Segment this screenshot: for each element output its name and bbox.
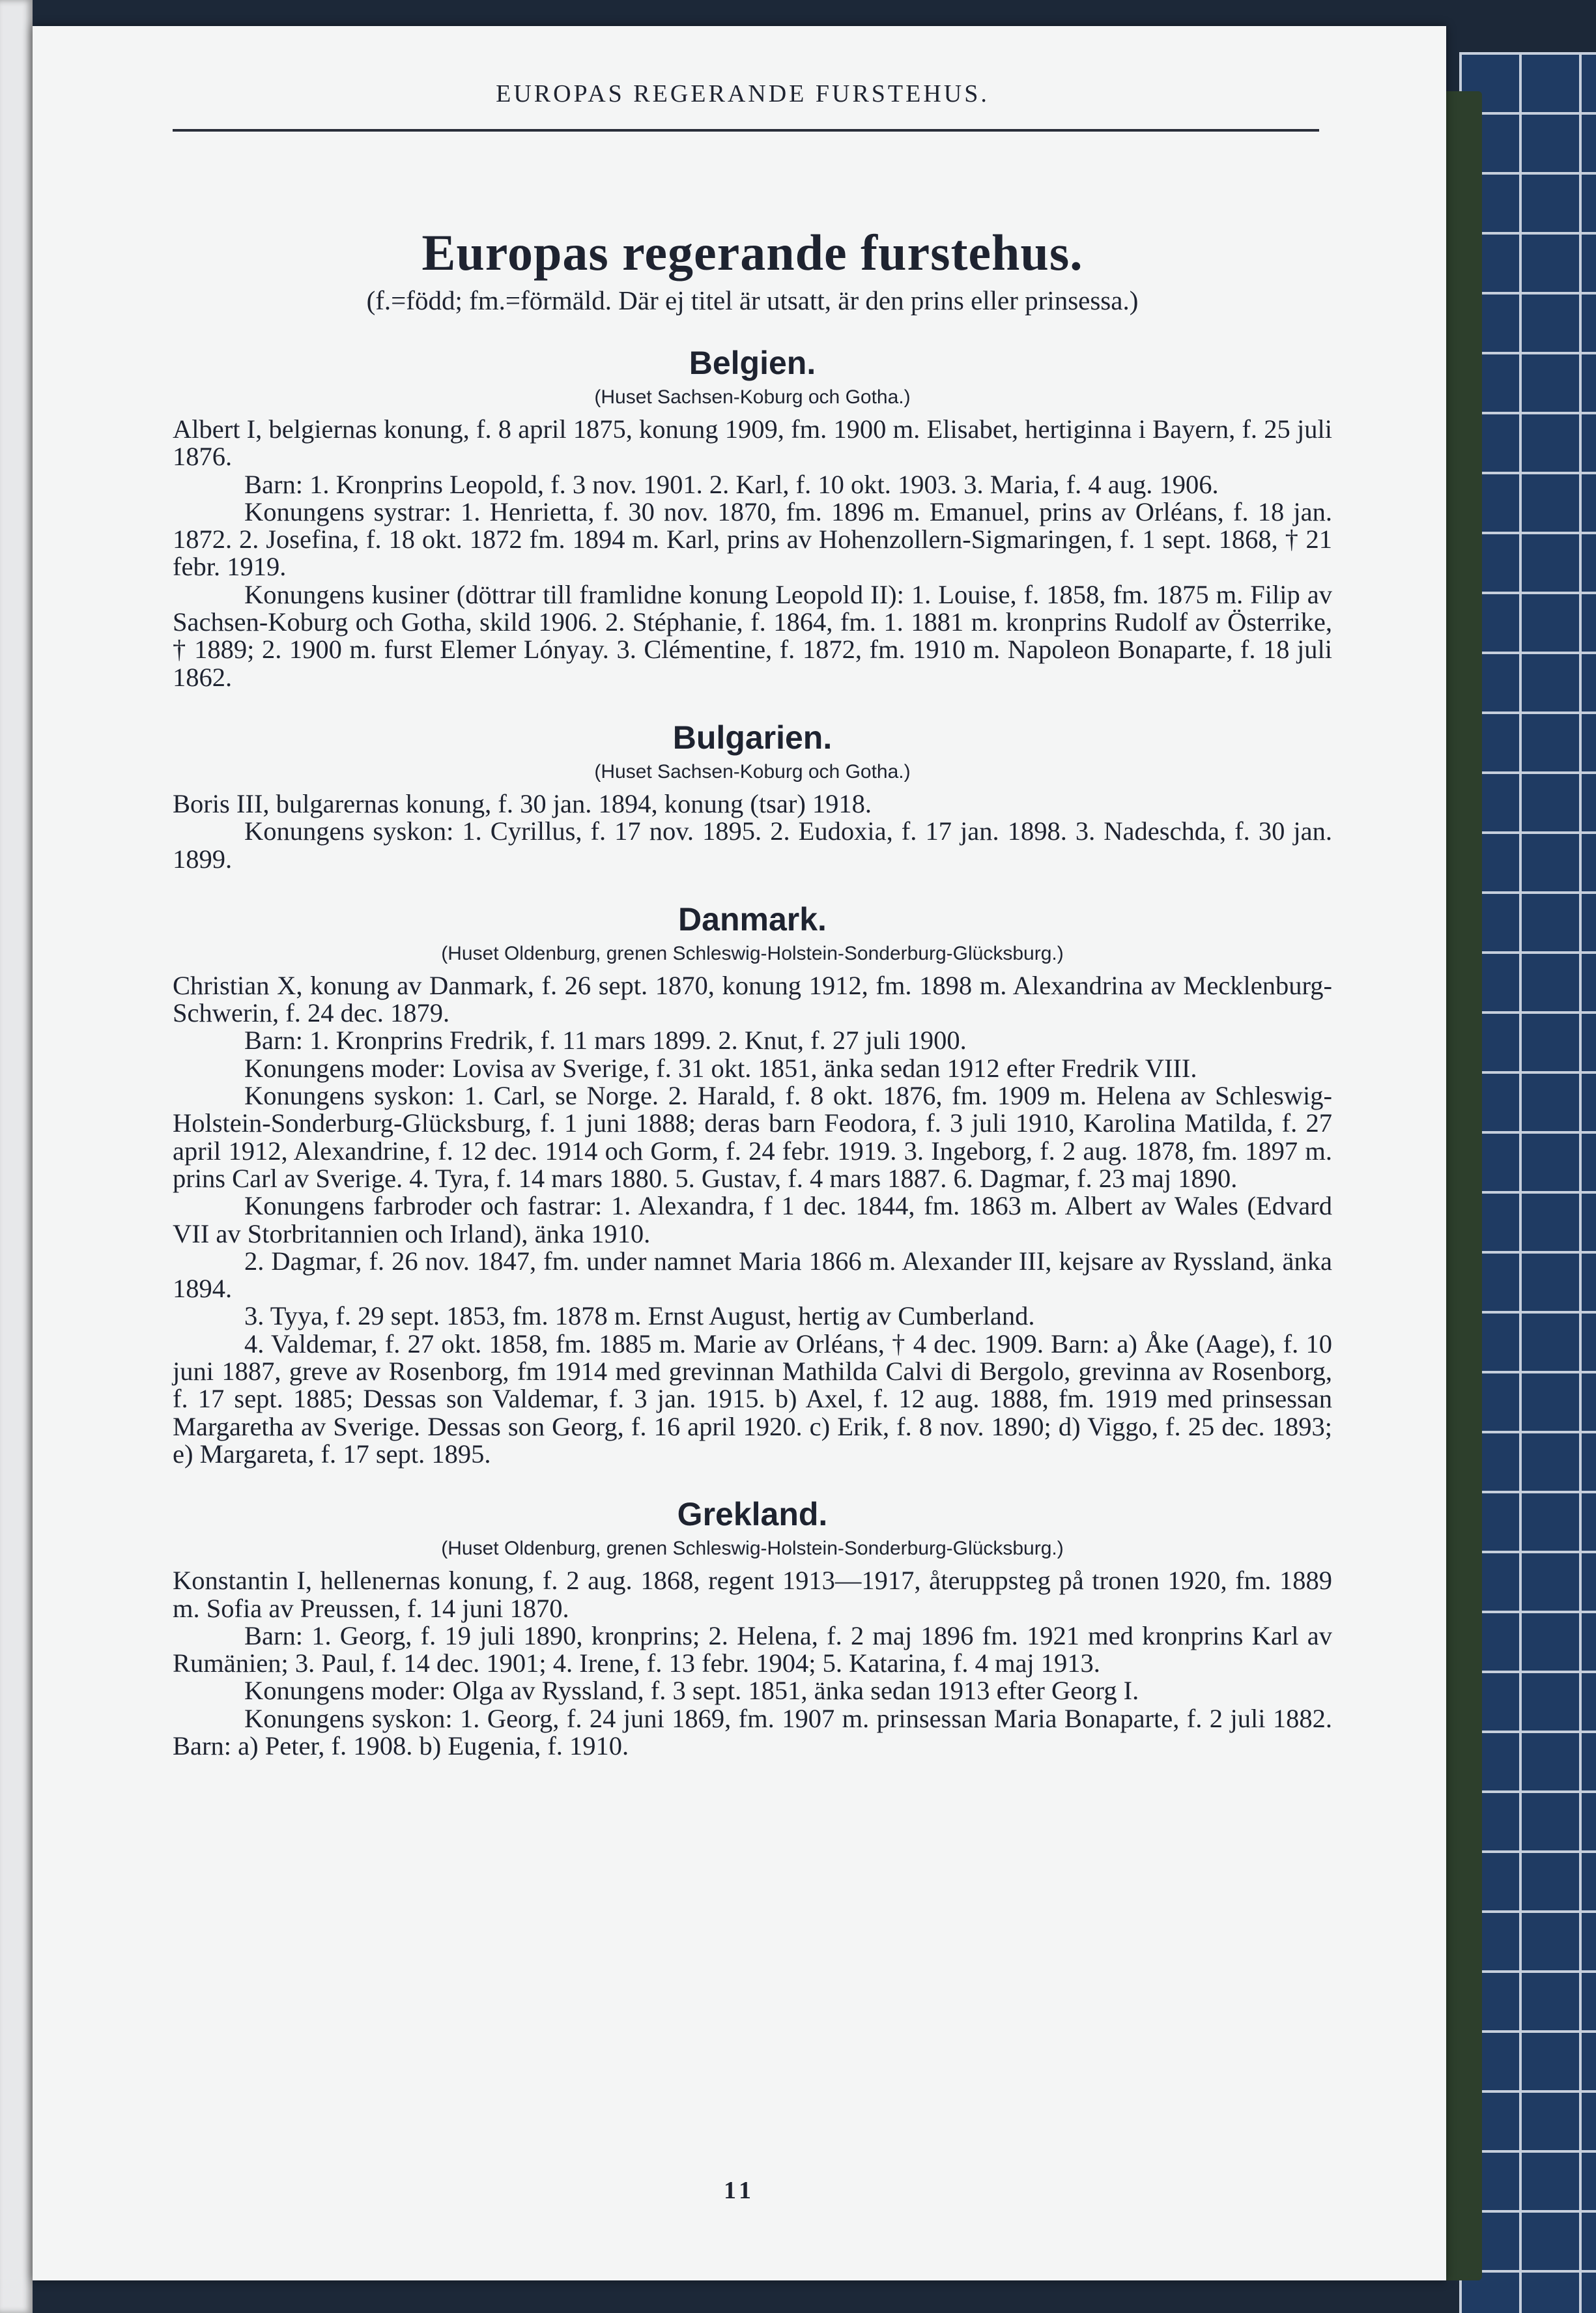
entry-paragraph: Barn: 1. Kronprins Leopold, f. 3 nov. 1901. 2. Karl, f. 10 okt. 1903. 3. Maria, f. 4 aug. 1906.: [244, 469, 1219, 499]
entry-paragraph: Konungens syskon: 1. Carl, se Norge. 2. Harald, f. 8 okt. 1876, fm. 1909 m. Helena av Schleswig-Holstein-Sonderburg-Glücksburg, f. 1 juni 1888; deras barn Feodora, f. 3 juli 1910, Karolina Matilda, f. 27 april 1912, Alexandrine, f. 12 dec. 1914 och Gorm, f. 24 febr. 1919. 3. Ingeborg, f. 2 aug. 1878, fm. 1897 m. prins Carl av Sverige. 4. Tyra, f. 14 mars 1880. 5. Gustav, f. 4 mars 1887. 6. Dagmar, f. 23 maj 1890.: [173, 1081, 1332, 1193]
page-number: 11: [724, 2177, 755, 2204]
entry-paragraph: Barn: 1. Kronprins Fredrik, f. 11 mars 1899. 2. Knut, f. 27 juli 1900.: [244, 1026, 967, 1056]
entry-paragraph: Konungens moder: Lovisa av Sverige, f. 31 okt. 1851, änka sedan 1912 efter Fredrik VIII.: [244, 1053, 1197, 1083]
house-note-greece: (Huset Oldenburg, grenen Schleswig-Holstein-Sonderburg-Glücksburg.): [441, 1538, 1064, 1560]
section-title-greece: Grekland.: [677, 1496, 828, 1533]
section-title-belgium: Belgien.: [689, 345, 816, 381]
entry-paragraph: Albert I, belgiernas konung, f. 8 april 1875, konung 1909, fm. 1900 m. Elisabet, hertiginna i Bayern, f. 25 juli 1876.: [173, 414, 1332, 472]
entry-paragraph: Christian X, konung av Danmark, f. 26 sept. 1870, konung 1912, fm. 1898 m. Alexandrina av Mecklenburg-Schwerin, f. 24 dec. 1879.: [173, 970, 1332, 1028]
entry-paragraph: 2. Dagmar, f. 26 nov. 1847, fm. under namnet Maria 1866 m. Alexander III, kejsare av Ryssland, änka 1894.: [173, 1246, 1332, 1304]
section-belgium: [173, 343, 1332, 691]
abbreviation-note: (f.=född; fm.=förmäld. Där ej titel är utsatt, är den prins eller prinsessa.): [366, 285, 1139, 315]
page-content: [173, 222, 1332, 1760]
entry-paragraph: Konungens syskon: 1. Cyrillus, f. 17 nov. 1895. 2. Eudoxia, f. 17 jan. 1898. 3. Nadeschda, f. 30 jan. 1899.: [173, 816, 1332, 874]
header-rule: [173, 129, 1319, 132]
house-note-belgium: (Huset Sachsen-Koburg och Gotha.): [594, 386, 911, 408]
section-title-denmark: Danmark.: [678, 900, 827, 938]
section-title-bulgaria: Bulgarien.: [672, 719, 833, 756]
section-bulgaria: [173, 717, 1332, 873]
entry-paragraph: Konungens syskon: 1. Georg, f. 24 juni 1869, fm. 1907 m. prinsessan Maria Bonaparte, f. 2 juli 1882. Barn: a) Peter, f. 1908. b) Eugenia, f. 1910.: [173, 1703, 1332, 1760]
entry-paragraph: 4. Valdemar, f. 27 okt. 1858, fm. 1885 m. Marie av Orléans, † 4 dec. 1909. Barn: a) Åke (Aage), f. 10 juni 1887, greve av Rosenborg, fm 1914 med grevinnan Mathilda Calvi di Bergolo, grevinna av Rosenborg, f. 17 sept. 1885; Dessas son Valdemar, f. 3 jan. 1915. b) Axel, f. 12 aug. 1888, fm. 1919 med prinsessan Margaretha av Sverige. Dessas son Georg, f. 16 april 1920. c) Erik, f. 8 nov. 1890; d) Viggo, f. 25 dec. 1893; e) Margareta, f. 17 sept. 1895.: [173, 1329, 1332, 1469]
entry-paragraph: Konungens farbroder och fastrar: 1. Alexandra, f 1 dec. 1844, fm. 1863 m. Albert av Wales (Edvard VII av Storbritannien och Irland), änka 1910.: [173, 1191, 1332, 1248]
section-denmark: [173, 899, 1332, 1468]
entry-paragraph: 3. Tyya, f. 29 sept. 1853, fm. 1878 m. Ernst August, hertig av Cumberland.: [244, 1301, 1035, 1331]
entry-paragraph: Konungens systrar: 1. Henrietta, f. 30 nov. 1870, fm. 1896 m. Emanuel, prins av Orléans, f. 18 jan. 1872. 2. Josefina, f. 18 okt. 1872 fm. 1894 m. Karl, prins av Hohenzollern-Sigmaringen, f. 1 sept. 1868, † 21 febr. 1919.: [173, 496, 1332, 582]
house-note-bulgaria: (Huset Sachsen-Koburg och Gotha.): [594, 760, 911, 783]
house-note-denmark: (Huset Oldenburg, grenen Schleswig-Holstein-Sonderburg-Glücksburg.): [441, 942, 1064, 964]
section-greece: [173, 1494, 1332, 1760]
previous-page-edge: [0, 0, 33, 2313]
entry-paragraph: Boris III, bulgarernas konung, f. 30 jan. 1894, konung (tsar) 1918.: [173, 788, 872, 818]
running-head: EUROPAS REGERANDE FURSTEHUS.: [496, 80, 990, 108]
entry-paragraph: Konungens moder: Olga av Ryssland, f. 3 sept. 1851, änka sedan 1913 efter Georg I.: [244, 1676, 1139, 1706]
page-title: Europas regerande furstehus.: [421, 224, 1083, 281]
entry-paragraph: Barn: 1. Georg, f. 19 juli 1890, kronprins; 2. Helena, f. 2 maj 1896 fm. 1921 med kronprins Karl av Rumänien; 3. Paul, f. 14 dec. 1901; 4. Irene, f. 13 febr. 1904; 5. Katarina, f. 4 maj 1913.: [173, 1620, 1332, 1678]
entry-paragraph: Konungens kusiner (döttrar till framlidne konung Leopold II): 1. Louise, f. 1858, fm. 1875 m. Filip av Sachsen-Koburg och Gotha, skild 1906. 2. Stéphanie, f. 1864, fm. 1. 1881 m. kronprins Rudolf av Österrike, † 1889; 2. 1900 m. furst Elemer Lónyay. 3. Clémentine, f. 1872, fm. 1910 m. Napoleon Bonaparte, f. 18 juli 1862.: [173, 579, 1332, 692]
book-page: [33, 26, 1446, 2280]
entry-paragraph: Konstantin I, hellenernas konung, f. 2 aug. 1868, regent 1913—1917, återuppsteg på tronen 1920, fm. 1889 m. Sofia av Preussen, f. 14 juni 1870.: [173, 1566, 1332, 1623]
